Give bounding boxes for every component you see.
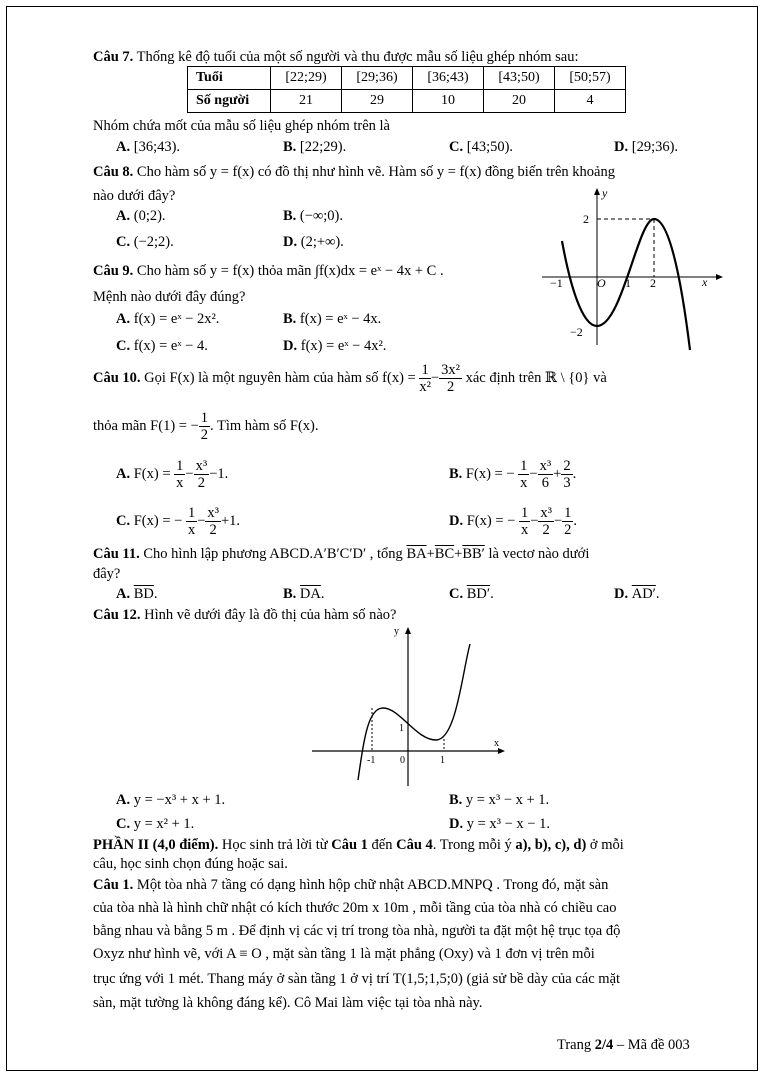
q11-line2: đây? [93, 566, 121, 582]
vector: BB′ [462, 546, 485, 562]
table-cell: [43;50) [484, 67, 555, 90]
origin-label: O [597, 276, 606, 290]
q9-option-d: D. f(x) = eˣ − 4x². [283, 338, 387, 354]
part2-heading: PHẦN II (4,0 điểm). [93, 837, 219, 853]
table-cell: [50;57) [555, 67, 626, 90]
x-axis-arrow [498, 748, 505, 754]
x-label: x [494, 738, 499, 749]
q7-table [187, 66, 626, 113]
table-header-age: Tuổi [188, 67, 271, 90]
table-cell: 21 [271, 90, 342, 113]
q7-option-d: D. [29;36). [614, 139, 679, 155]
q11-label: Câu 11. [93, 546, 140, 562]
q8-line2: nào dưới đây? [93, 188, 176, 204]
table-cell: [22;29) [271, 67, 342, 90]
q9-option-b: B. f(x) = eˣ − 4x. [283, 311, 382, 327]
fraction: $\frac{1}{2}$ [200, 410, 209, 443]
q8-option-b: B. (−∞;0). [283, 208, 343, 224]
q9-option-a: A. f(x) = eˣ − 2x². [116, 311, 220, 327]
part2-line2: câu, học sinh chọn đúng hoặc sai. [93, 856, 288, 872]
table-cell: 29 [342, 90, 413, 113]
q7-option-b: B. [22;29). [283, 139, 347, 155]
q12-function-graph [308, 624, 508, 789]
q8-option-a: A. (0;2). [116, 208, 166, 224]
q10-option-c: C. F(x) = − $\frac{1}{x}$ − $\frac{\text{x³}}{2}$ +1. [116, 505, 241, 538]
vector: $\overline{BC}$ [434, 546, 455, 562]
p2q1-line6: sàn, mặt tường là không đáng kể). Cô Mai làm việc tại tòa nhà này. [93, 995, 483, 1011]
q8-function-graph [538, 185, 728, 353]
q9-label: Câu 9. [93, 263, 134, 279]
q12-option-d: D. y = x³ − x − 1. [449, 816, 550, 832]
table-cell: [29;36) [342, 67, 413, 90]
q7-question: Nhóm chứa mốt của mẫu số liệu ghép nhóm trên là [93, 118, 390, 134]
x-label: x [702, 275, 708, 289]
q12-option-c: C. y = x² + 1. [116, 816, 195, 832]
q10-label: Câu 10. [93, 369, 141, 386]
q10-option-b: B. F(x) = − $\frac{1}{x}$ − $\frac{\text{x³}}{6}$ + $\frac{2}{3}$ . [449, 458, 577, 491]
tick-x-1: 1 [625, 276, 631, 290]
q12-label: Câu 12. [93, 607, 141, 623]
table-header-count: Số người [188, 90, 271, 113]
tick-x-minus1: −1 [550, 276, 563, 290]
q11-option-a: A. $\overline{BD}$. [116, 586, 158, 602]
p2q1-line5: trục ứng với 1 mét. Thang máy ở sàn tầng 1 ở vị trí T(1,5;1,5;0) (giả sử bề dày của các mặt [93, 971, 621, 987]
p2q1-line4: Oxyz như hình vẽ, với A ≡ O , mặt sàn tầng 1 là mặt phẳng (Oxy) và 1 đơn vị trên mỗi [93, 946, 595, 962]
q11-option-d: D. AD′. [614, 586, 660, 602]
q7-text: Thống kê độ tuổi của một số người và thu được mẫu số liệu ghép nhóm sau: [136, 49, 579, 65]
tick-x-1: 1 [440, 755, 445, 766]
table-cell: 4 [555, 90, 626, 113]
q8-line1: Câu 8. Cho hàm số y = f(x) có đồ thị như hình vẽ. Hàm số y = f(x) đồng biến trên khoảng [93, 164, 615, 180]
p2q1-line2: của tòa nhà là hình chữ nhật có kích thước 20m x 10m , mỗi tầng của tòa nhà có chiều cao [93, 900, 617, 916]
y-label: y [394, 626, 399, 637]
table-cell: 10 [413, 90, 484, 113]
q12-line: Câu 12. Hình vẽ dưới đây là đồ thị của hàm số nào? [93, 607, 397, 623]
vector: $\overline{BA}$ [406, 546, 427, 562]
q10-line2: thỏa mãn F(1) = − $\frac{1}{2}$ . Tìm hàm số F(x). [93, 410, 319, 443]
y-axis-arrow [405, 627, 411, 634]
tick-y-2: 2 [583, 212, 589, 226]
q10-line1: Câu 10. Gọi F(x) là một nguyên hàm của hàm số f(x) = $\frac{1}{\text{x²}}$ − $\frac{\text{3x²}}{2}$ xác định trên ℝ \ {0} và [93, 362, 607, 395]
q10-option-d: D. F(x) = − $\frac{1}{x}$ − $\frac{\text{x³}}{2}$ − $\frac{1}{2}$ . [449, 505, 578, 538]
q8-option-d: D. (2;+∞). [283, 234, 344, 250]
part2-heading-line: PHẦN II (4,0 điểm). Học sinh trả lời từ Câu 1 đến Câu 4. Trong mỗi ý a), b), c), d) ở mỗi [93, 837, 624, 853]
q7-line [93, 48, 579, 66]
page-footer: Trang 2/4 – Mã đề 003 [557, 1037, 690, 1053]
q9-option-c: C. f(x) = eˣ − 4. [116, 338, 208, 354]
q9-line2: Mệnh nào dưới đây đúng? [93, 289, 246, 305]
tick-x-minus1: -1 [367, 755, 376, 766]
p2q1-line3: bằng nhau và bằng 5 m . Để định vị các vị trí trong tòa nhà, người ta đặt một hệ trục tọa độ [93, 923, 621, 939]
table-cell: 20 [484, 90, 555, 113]
fraction: $\frac{1}{\text{x²}}$ [419, 362, 431, 395]
q11-option-c: C. BD′. [449, 586, 494, 602]
origin-label: 0 [400, 755, 405, 766]
q10-option-a: A. F(x) = $\frac{1}{x}$ − $\frac{\text{x³}}{2}$ −1. [116, 458, 229, 491]
q8-label: Câu 8. [93, 164, 134, 180]
y-axis-arrow [594, 188, 600, 195]
tick-y-1: 1 [399, 723, 404, 734]
q11-line1: Câu 11. Cho hình lập phương ABCD.A′B′C′D′ , tổng $\overline{BA}+\overline{BC}+BB'$ là vectơ nào dưới [93, 546, 590, 562]
table-cell: [36;43) [413, 67, 484, 90]
q12-option-b: B. y = x³ − x + 1. [449, 792, 550, 808]
q8-option-c: C. (−2;2). [116, 234, 174, 250]
q11-option-b: B. $\overline{DA}$. [283, 586, 325, 602]
q7-option-c: C. [43;50). [449, 139, 514, 155]
x-axis-arrow [716, 274, 723, 280]
fraction: $\frac{\text{3x²}}{2}$ [441, 362, 460, 395]
p2q1-label: Câu 1. [93, 877, 134, 893]
tick-y-minus2: −2 [570, 325, 583, 339]
tick-x-2: 2 [650, 276, 656, 290]
q7-option-a: A. [36;43). [116, 139, 181, 155]
q12-option-a: A. y = −x³ + x + 1. [116, 792, 226, 808]
q9-line1: Câu 9. Cho hàm số y = f(x) thỏa mãn ∫f(x)dx = eˣ − 4x + C . [93, 263, 444, 279]
y-label: y [602, 186, 608, 200]
q7-label: Câu 7. [93, 49, 134, 65]
p2q1-line1: Câu 1. Một tòa nhà 7 tầng có dạng hình hộp chữ nhật ABCD.MNPQ . Trong đó, mặt sàn [93, 877, 609, 893]
